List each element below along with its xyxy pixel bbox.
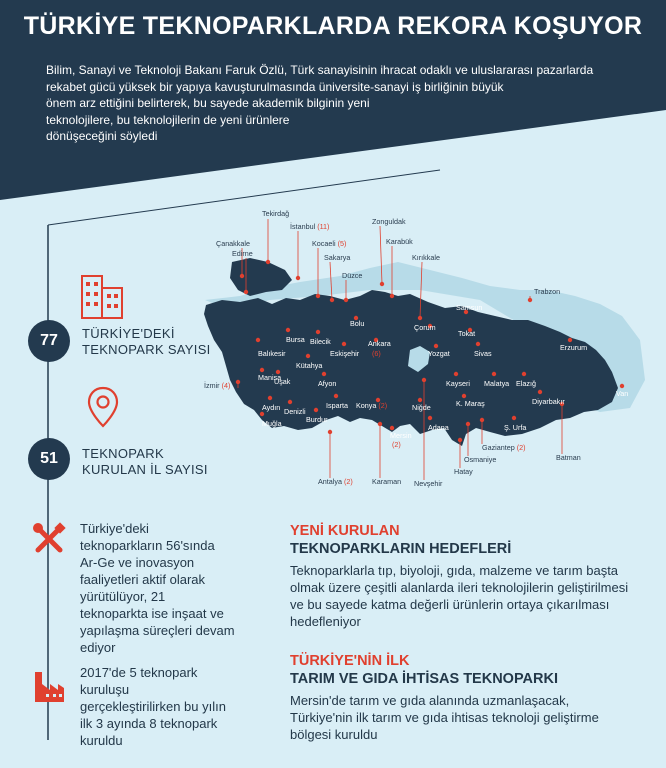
- map-label: Ankara: [368, 339, 391, 348]
- map-label: Bolu: [350, 319, 365, 328]
- year-text: [80, 664, 226, 749]
- rd-text-line: yapılaşma süreçleri devam: [80, 623, 235, 638]
- map-label: Zonguldak: [372, 217, 406, 226]
- map-label: Kütahya: [296, 361, 323, 370]
- map-label: Edirne: [232, 249, 253, 258]
- map-label-count: (2): [392, 440, 401, 449]
- pin-kutahya: [306, 354, 310, 358]
- map-label: Konya (2): [356, 401, 388, 410]
- map-label: Afyon: [318, 379, 337, 388]
- pin-van: [620, 384, 624, 388]
- map-label: Kırıkkale: [412, 253, 440, 262]
- rd-text-line: Türkiye'deki: [80, 521, 149, 536]
- map-label: Sivas: [474, 349, 492, 358]
- pin-burdur: [314, 408, 318, 412]
- map-label: Kayseri: [446, 379, 470, 388]
- location-pin-icon: [86, 386, 120, 430]
- building-icon: [78, 266, 128, 320]
- map-label: Niğde: [412, 403, 431, 412]
- map-label: Trabzon: [534, 287, 561, 296]
- stat-label-teknopark: [82, 326, 211, 358]
- goals-body-line: hedefleniyor: [290, 614, 361, 629]
- pin-balikesir: [256, 338, 260, 342]
- map-label: Denizli: [284, 407, 306, 416]
- map-label: Adana: [428, 423, 449, 432]
- pin-yozgat: [434, 344, 438, 348]
- agri-heading-line: TARIM VE GIDA İHTİSAS TEKNOPARKI: [290, 671, 558, 687]
- pin-elazig: [522, 372, 526, 376]
- pin-kmaras: [462, 394, 466, 398]
- map-label: Eskişehir: [330, 349, 360, 358]
- map-label: Aydın: [262, 403, 281, 412]
- intro-line: önem arz ettiğini belirterek, bu sayede akademik bilginin yeni: [46, 96, 370, 110]
- pin-kayseri: [454, 372, 458, 376]
- pin-mersin: [390, 426, 394, 430]
- map-label: Uşak: [274, 377, 291, 386]
- map-label: Düzce: [342, 271, 363, 280]
- pin-afyon: [322, 372, 326, 376]
- map-label: Çanakkale: [216, 239, 250, 248]
- rd-text-line: faaliyetleri aktif olarak: [80, 572, 205, 587]
- map-label: Malatya: [484, 379, 510, 388]
- map-label: Elazığ: [516, 379, 536, 388]
- goals-body-line: Teknoparklarla tıp, biyoloji, gıda, malzeme ve tarım başta: [290, 563, 619, 578]
- agri-body-line: bölgesi kuruldu: [290, 727, 378, 742]
- tools-icon: [30, 520, 68, 558]
- map-label: Manisa: [258, 373, 282, 382]
- year-text-line: ilk 3 ayında 8 teknopark: [80, 716, 218, 731]
- year-text-line: kuruluşu: [80, 682, 130, 697]
- year-text-line: kuruldu: [80, 733, 123, 748]
- pin-diyarbakir: [538, 390, 542, 394]
- map-label: Karabük: [386, 237, 413, 246]
- map-label: Tokat: [458, 329, 476, 338]
- map-label: Bilecik: [310, 337, 331, 346]
- stat-label-line: TEKNOPARK SAYISI: [82, 342, 211, 357]
- agri-body-line: Türkiye'nin ilk tarım ve gıda ihtisas teknoloji geliştirme: [290, 710, 599, 725]
- year-text-line: 2017'de 5 teknopark: [80, 665, 198, 680]
- map-label: Nevşehir: [414, 479, 443, 488]
- map-label: Yozgat: [428, 349, 450, 358]
- map-label: Mersin: [390, 431, 412, 440]
- intro-line: dönüşeceğini söyledi: [46, 129, 158, 143]
- pin-malatya: [492, 372, 496, 376]
- map-label: Tekirdağ: [262, 209, 290, 218]
- goals-body-line: olmak üzere çeşitli alanlarda ileri teknolojilerin geliştirilmesi: [290, 580, 629, 595]
- map-label: Samsun: [456, 303, 483, 312]
- map-label: Balıkesir: [258, 349, 286, 358]
- intro-line: rekabet gücü yüksek bir yapıya kavuşturulmasında üniversite-sanayi iş birliğinin büyük: [46, 79, 504, 94]
- year-text-line: gerçekleştirilirken bu yılın: [80, 699, 226, 714]
- map-label: Erzurum: [560, 343, 588, 352]
- goals-body-line: ve bu sayede katma değerli ürünlerin ortaya çıkarılması: [290, 597, 610, 612]
- goals-heading-line: YENİ KURULAN: [290, 523, 400, 539]
- map-label: Osmaniye: [464, 455, 497, 464]
- pin-mugla: [260, 412, 264, 416]
- agri-heading: [290, 652, 558, 688]
- map-label: Kocaeli (5): [312, 239, 347, 248]
- intro-line: Bilim, Sanayi ve Teknoloji Bakanı Faruk Özlü, Türk sanayisinin ihracat odaklı ve uluslararası pazarlarda: [46, 63, 594, 77]
- rd-text-line: teknoparkta ise inşaat ve: [80, 606, 224, 621]
- map-label: Karaman: [372, 477, 402, 486]
- pin-bursa: [286, 328, 290, 332]
- map-label: Batman: [556, 453, 581, 462]
- pin-aydin: [268, 396, 272, 400]
- pin-eskisehir: [342, 342, 346, 346]
- map-label: K. Maraş: [456, 399, 485, 408]
- rd-text-line: Ar-Ge ve inovasyon: [80, 555, 195, 570]
- agri-body: [290, 692, 599, 743]
- map-label: Burdur: [306, 415, 328, 424]
- pin-sivas: [476, 342, 480, 346]
- pin-adana: [428, 416, 432, 420]
- stat-badge-teknopark: 77: [28, 320, 70, 362]
- goals-heading: [290, 522, 511, 558]
- map-label: Isparta: [326, 401, 348, 410]
- pin-bilecik: [316, 330, 320, 334]
- goals-heading-line: TEKNOPARKLARIN HEDEFLERİ: [290, 541, 512, 557]
- map-label-count: (6): [372, 349, 381, 358]
- map-label: Antalya (2): [318, 477, 353, 486]
- map-label: İzmir (4): [204, 381, 231, 390]
- map-label: Çorum: [414, 323, 436, 332]
- stat-label-line: TEKNOPARK: [82, 446, 164, 461]
- page-title: TÜRKİYE TEKNOPARKLARDA REKORA KOŞUYOR: [23, 12, 643, 40]
- pin-isparta: [334, 394, 338, 398]
- map-label: İstanbul (11): [290, 222, 330, 231]
- goals-body: [290, 562, 628, 630]
- map-label: Van: [616, 389, 629, 398]
- agri-heading-line: TÜRKİYE'NİN İLK: [290, 653, 410, 669]
- map-label: Diyarbakır: [532, 397, 565, 406]
- pin-nigde: [418, 398, 422, 402]
- rd-text-line: ediyor: [80, 640, 116, 655]
- map-label: Hatay: [454, 467, 473, 476]
- rd-text-line: teknoparkların 56'sında: [80, 538, 215, 553]
- pin-erzurum: [568, 338, 572, 342]
- map-label: Muğla: [262, 419, 282, 428]
- intro-line: teknolojilere, bu teknolojilerin de yeni ürünlere: [46, 112, 290, 127]
- map-label: Ş. Urfa: [504, 423, 527, 432]
- map-label: Gaziantep (2): [482, 443, 526, 452]
- map-label: Sakarya: [324, 253, 351, 262]
- pin-denizli: [288, 400, 292, 404]
- pin-surfa: [512, 416, 516, 420]
- stat-label-line: TÜRKİYE'DEKİ: [82, 326, 175, 341]
- stat-badge-il: 51: [28, 438, 70, 480]
- agri-body-line: Mersin'de tarım ve gıda alanında uzmanlaşacak,: [290, 693, 570, 708]
- pin-manisa: [260, 368, 264, 372]
- stat-label-line: KURULAN İL SAYISI: [82, 462, 208, 477]
- rd-text: [80, 520, 235, 656]
- stat-label-il: [82, 446, 208, 478]
- rd-text-line: yürütülüyor, 21: [80, 589, 166, 604]
- factory-icon: [32, 668, 66, 704]
- map-label: Bursa: [286, 335, 305, 344]
